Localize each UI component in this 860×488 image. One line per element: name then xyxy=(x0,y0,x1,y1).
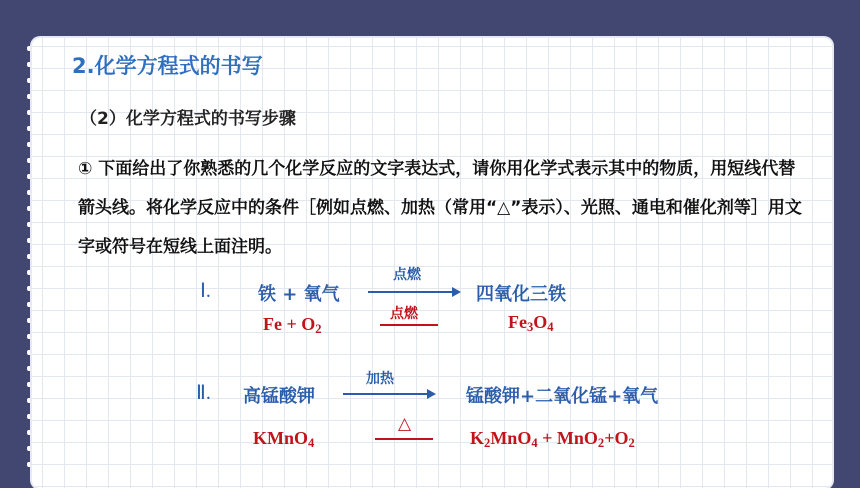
reaction-2-reactants: 高锰酸钾 xyxy=(243,386,315,407)
section-subtitle: （2）化学方程式的书写步骤 xyxy=(80,109,296,129)
reaction-2-condition: 加热 xyxy=(366,371,394,387)
reaction-2-formula-line xyxy=(375,438,433,440)
reaction-1-reactants: 铁 + 氧气 xyxy=(258,284,340,305)
reaction-1-formula-line xyxy=(380,324,438,326)
reaction-1-products: 四氧化三铁 xyxy=(476,284,566,305)
delta-symbol: △ xyxy=(398,414,412,434)
reaction-1-arrow xyxy=(368,291,453,293)
reaction-1-formula-right: $Fe_3O_4$ xyxy=(508,312,554,334)
reaction-1-number: Ⅰ. xyxy=(200,280,211,302)
arrow-head-icon xyxy=(452,287,461,297)
instruction-text: ① 下面给出了你熟悉的几个化学反应的文字表达式，请你用化学式表示其中的物质，用短线代替箭头线。将化学反应中的条件［例如点燃、加热（常用“△”表示）、光照、通电和催化剂等］用文字或符号在短线上面注明。 xyxy=(78,159,802,257)
reaction-2-formula-left: KMnO$_4$ xyxy=(253,428,315,450)
reaction-1-formula-condition: 点燃 xyxy=(390,306,418,322)
reaction-2-formula-right: $K_2MnO_4 + MnO_2+O_2$ xyxy=(470,428,635,450)
reaction-2-arrow xyxy=(343,393,428,395)
reaction-2-number: Ⅱ. xyxy=(196,382,211,404)
page-title: 2.化学方程式的书写 xyxy=(72,54,263,78)
reaction-2-products: 锰酸钾+二氧化锰+氧气 xyxy=(466,386,659,407)
arrow-head-icon xyxy=(427,389,436,399)
reaction-1-formula-left: $Fe + O_2$ xyxy=(263,314,322,336)
reaction-1-condition: 点燃 xyxy=(393,267,421,283)
